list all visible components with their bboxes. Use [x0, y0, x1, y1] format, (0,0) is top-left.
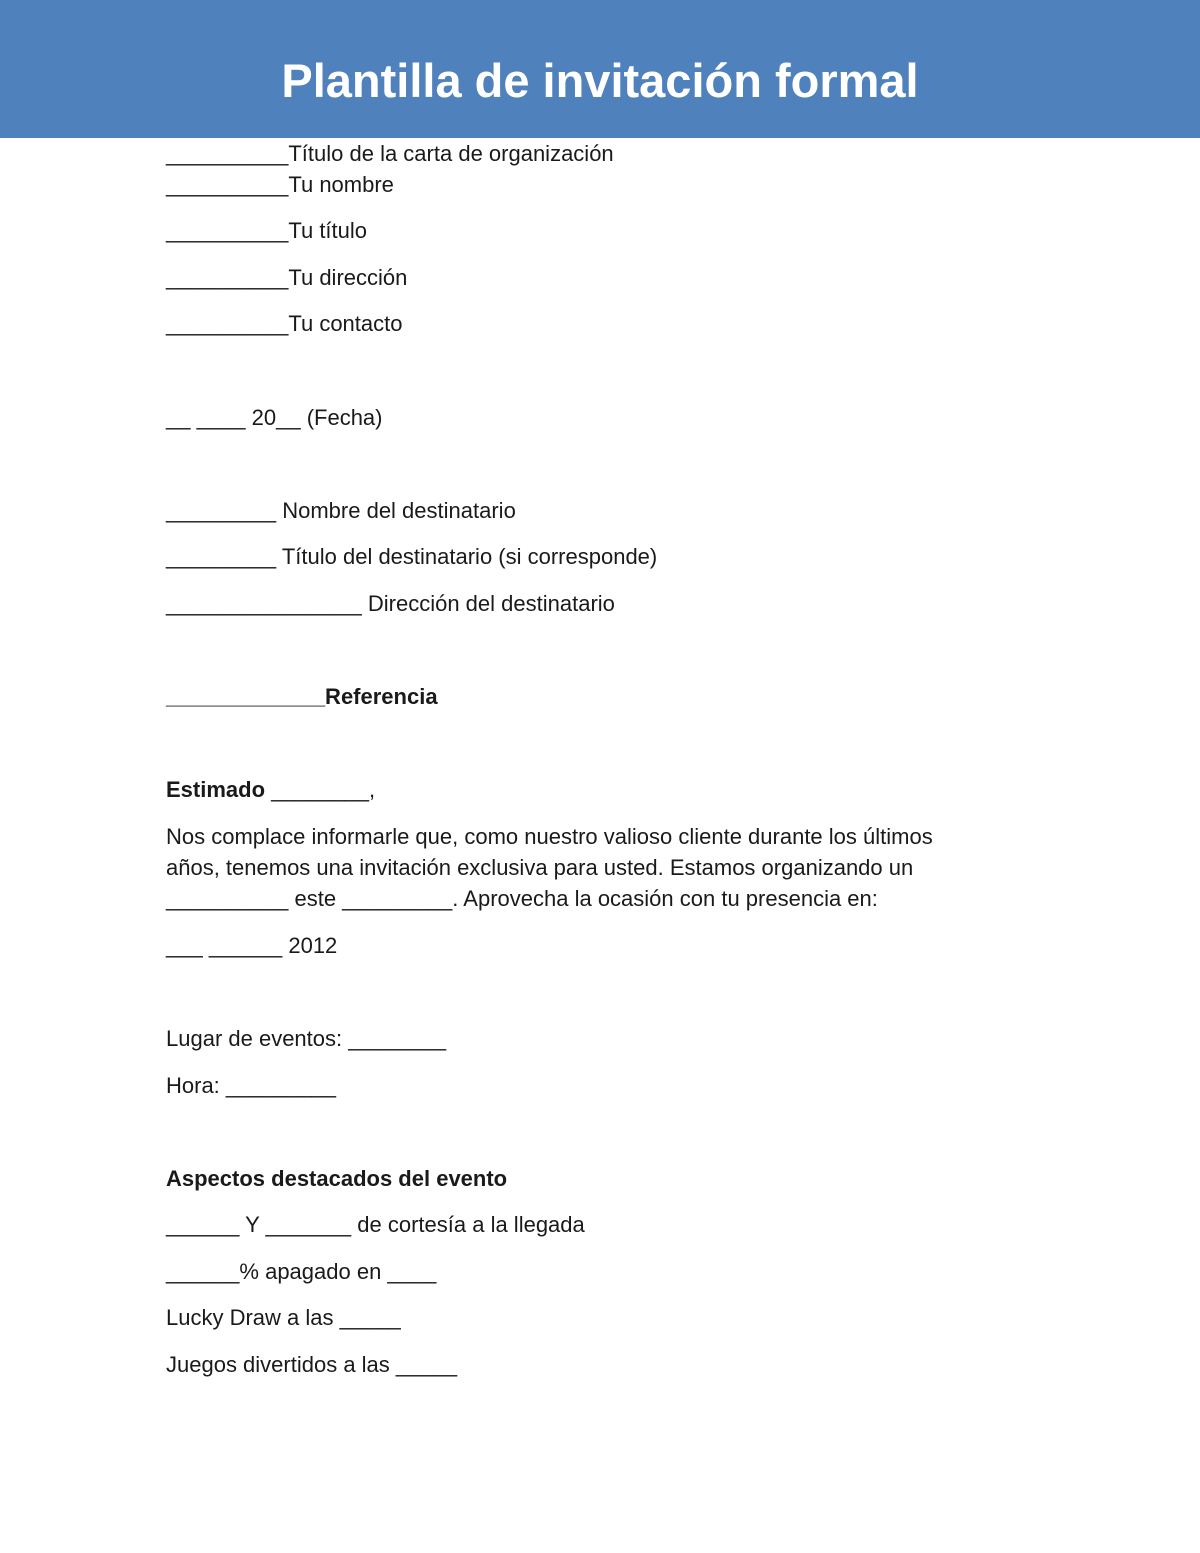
highlight-item: Lucky Draw a las _____: [166, 1305, 401, 1330]
recipient-title: _________ Título del destinatario (si corresponde): [166, 544, 658, 569]
salutation-word: Estimado: [166, 777, 266, 802]
salutation-blank: ________,: [265, 777, 376, 802]
sender-org-title: __________Título de la carta de organización: [166, 141, 614, 166]
sender-address: __________Tu dirección: [166, 265, 408, 290]
recipient-address: ________________ Dirección del destinatario: [166, 591, 615, 616]
event-time: Hora: _________: [166, 1073, 337, 1098]
highlights-heading: Aspectos destacados del evento: [166, 1166, 508, 1191]
event-venue: Lugar de eventos: ________: [166, 1026, 447, 1051]
sender-title: __________Tu título: [166, 218, 368, 243]
page-title: Plantilla de invitación formal: [281, 54, 919, 107]
highlight-item: ______% apagado en ____: [166, 1259, 437, 1284]
highlight-item: ______ Y _______ de cortesía a la llegada: [166, 1212, 585, 1237]
salutation: [166, 774, 375, 805]
sender-name: __________Tu nombre: [166, 172, 394, 197]
body-line-1: Nos complace informarle que, como nuestro valioso cliente durante los últimos: [166, 824, 933, 849]
body-line-3: __________ este _________. Aprovecha la ocasión con tu presencia en:: [166, 886, 878, 911]
highlight-item: Juegos divertidos a las _____: [166, 1352, 458, 1377]
reference-line: _____________Referencia: [166, 684, 438, 709]
date-line: __ ____ 20__ (Fecha): [166, 405, 383, 430]
sender-contact: __________Tu contacto: [166, 311, 403, 336]
body-date: ___ ______ 2012: [166, 933, 338, 958]
recipient-name: _________ Nombre del destinatario: [166, 498, 516, 523]
body-line-2: años, tenemos una invitación exclusiva para usted. Estamos organizando un: [166, 855, 914, 880]
header-band: [0, 0, 1200, 138]
